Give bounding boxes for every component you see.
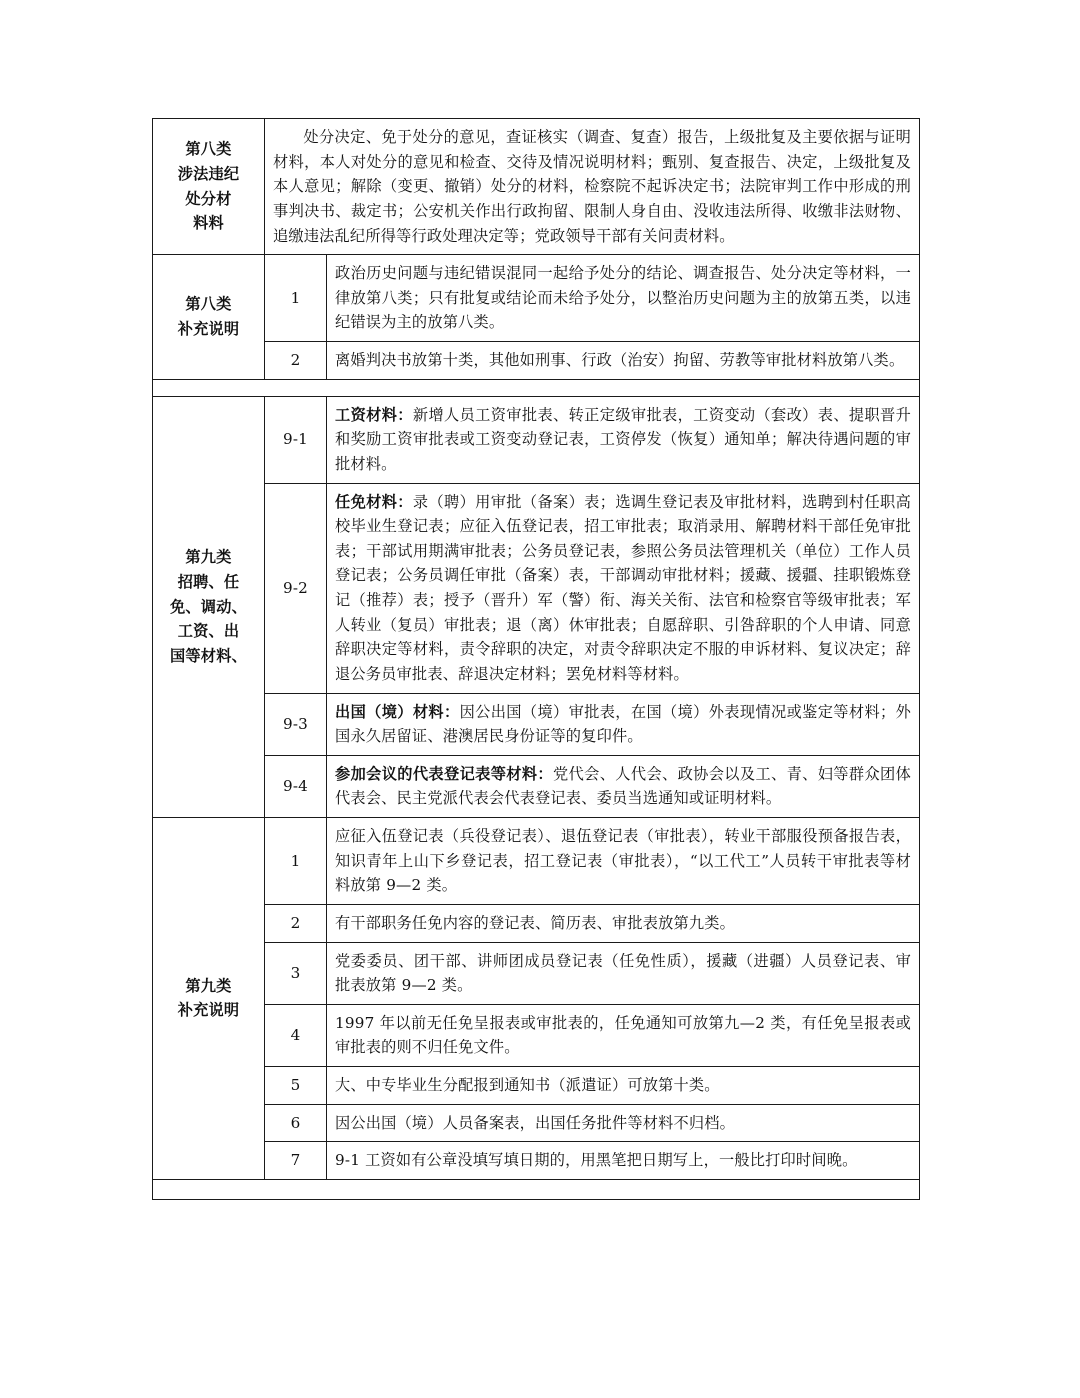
label-line: 第九类 xyxy=(185,976,232,995)
row-label-section-8 xyxy=(153,119,265,255)
row-lead: 参加会议的代表登记表等材料： xyxy=(335,764,554,783)
label-line: 涉法违纪 xyxy=(177,164,240,183)
row-content xyxy=(327,693,920,755)
row-content: 1997 年以前无任免呈报表或审批表的，任免通知可放第九—2 类，有任免呈报表或审批表的则不归任免文件。 xyxy=(327,1004,920,1066)
row-content: 处分决定、免于处分的意见，查证核实（调查、复查）报告，上级批复及主要依据与证明材料，本人对处分的意见和检查、交待及情况说明材料；甄别、复查报告、决定，上级批复及本人意见；解除（变更、撤销）处分的材料，检察院不起诉决定书；法院审判工作中形成的刑事判决书、裁定书；公安机关作出行政拘留、限制人身自由、没收违法所得、收缴非法财物、追缴违法乱纪所得等行政处理决定等；党政领导干部有关问责材料。 xyxy=(265,119,920,255)
row-number: 9-4 xyxy=(265,755,327,817)
row-number: 9-3 xyxy=(265,693,327,755)
label-line: 处分材 xyxy=(185,189,232,208)
row-content xyxy=(327,755,920,817)
row-content: 大、中专毕业生分配报到通知书（派遣证）可放第十类。 xyxy=(327,1067,920,1105)
row-number: 3 xyxy=(265,942,327,1004)
row-number: 7 xyxy=(265,1142,327,1180)
row-text: 党代会、人代会、政协会以及工、青、妇等群众团体代表会、民主党派代表会代表登记表、委员当选通知或证明材料。 xyxy=(335,764,911,808)
table-row xyxy=(153,1004,920,1066)
row-number: 9-2 xyxy=(265,483,327,693)
row-number: 6 xyxy=(265,1104,327,1142)
row-content: 应征入伍登记表（兵役登记表）、退伍登记表（审批表），转业干部服役预备报告表，知识青年上山下乡登记表，招工登记表（审批表），“以工代工”人员转干审批表等材料放第 9—2 类。 xyxy=(327,818,920,905)
label-line: 第八类 xyxy=(185,140,232,159)
label-line: 第八类 xyxy=(185,295,232,314)
table-row xyxy=(153,342,920,380)
row-number: 4 xyxy=(265,1004,327,1066)
table-row xyxy=(153,942,920,1004)
row-number: 2 xyxy=(265,904,327,942)
label-line: 工资、出 xyxy=(177,622,240,641)
row-content: 有干部职务任免内容的登记表、简历表、审批表放第九类。 xyxy=(327,904,920,942)
table-row xyxy=(153,693,920,755)
row-content: 9-1 工资如有公章没填写填日期的，用黑笔把日期写上，一般比打印时间晚。 xyxy=(327,1142,920,1180)
row-content xyxy=(327,396,920,483)
row-label-section-9 xyxy=(153,396,265,817)
table-row xyxy=(153,755,920,817)
label-line: 料料 xyxy=(193,214,224,233)
table-section-9 xyxy=(152,396,920,1180)
row-number: 9-1 xyxy=(265,396,327,483)
row-text: 因公出国（境）审批表，在国（境）外表现情况或鉴定等材料；外国永久居留证、港澳居民身份证等的复印件。 xyxy=(335,702,911,746)
table-row xyxy=(153,1104,920,1142)
row-number: 5 xyxy=(265,1067,327,1105)
table-gap xyxy=(152,380,920,396)
label-line: 补充说明 xyxy=(177,1001,240,1020)
table-row xyxy=(153,1142,920,1180)
table-row xyxy=(153,119,920,255)
table-row xyxy=(153,1067,920,1105)
table-row xyxy=(153,818,920,905)
table-row xyxy=(153,483,920,693)
row-lead: 任免材料： xyxy=(335,492,413,511)
row-content: 政治历史问题与违纪错误混同一起给予处分的结论、调查报告、处分决定等材料，一律放第八类；只有批复或结论而未给予处分，以整治历史问题为主的放第五类，以违纪错误为主的放第八类。 xyxy=(327,255,920,342)
row-text: 新增人员工资审批表、转正定级审批表，工资变动（套改）表、提职晋升和奖励工资审批表或工资变动登记表，工资停发（恢复）通知单；解决待遇问题的审批材料。 xyxy=(335,405,912,473)
row-lead: 出国（境）材料： xyxy=(335,702,460,721)
table-row xyxy=(153,255,920,342)
table-row xyxy=(153,904,920,942)
row-label-section-8-notes xyxy=(153,255,265,380)
table-bottom-stub xyxy=(152,1180,920,1200)
table-section-8 xyxy=(152,118,920,380)
row-number: 1 xyxy=(265,255,327,342)
row-lead: 工资材料： xyxy=(335,405,413,424)
row-content: 党委委员、团干部、讲师团成员登记表（任免性质），援藏（进疆）人员登记表、审批表放第 9—2 类。 xyxy=(327,942,920,1004)
label-line: 补充说明 xyxy=(177,319,240,338)
label-line: 国等材料、 xyxy=(170,646,247,665)
label-line: 第九类 xyxy=(185,548,232,567)
label-line: 招聘、任 xyxy=(177,572,240,591)
label-line: 免、调动、 xyxy=(170,597,247,616)
row-number: 2 xyxy=(265,342,327,380)
row-number: 1 xyxy=(265,818,327,905)
table-row xyxy=(153,396,920,483)
row-content: 离婚判决书放第十类，其他如刑事、行政（治安）拘留、劳教等审批材料放第八类。 xyxy=(327,342,920,380)
row-content xyxy=(327,483,920,693)
row-label-section-9-notes xyxy=(153,818,265,1180)
row-content: 因公出国（境）人员备案表，出国任务批件等材料不归档。 xyxy=(327,1104,920,1142)
row-text: 录（聘）用审批（备案）表；选调生登记表及审批材料，选聘到村任职高校毕业生登记表；应征入伍登记表，招工审批表；取消录用、解聘材料干部任免审批表；干部试用期满审批表；公务员登记表，参照公务员法管理机关（单位）工作人员登记表；公务员调任审批（备案）表，干部调动审批材料；援藏、援疆、挂职锻炼登记（推荐）表；授予（晋升）军（警）衔、海关关衔、法官和检察官等级审批表；军人转业（复员）审批表；退（离）休审批表；自愿辞职、引咎辞职的个人申请、同意辞职决定等材料，责令辞职的决定，对责令辞职决定不服的申诉材料、复议决定；辞退公务员审批表、辞退决定材料；罢免材料等材料。 xyxy=(335,492,912,683)
